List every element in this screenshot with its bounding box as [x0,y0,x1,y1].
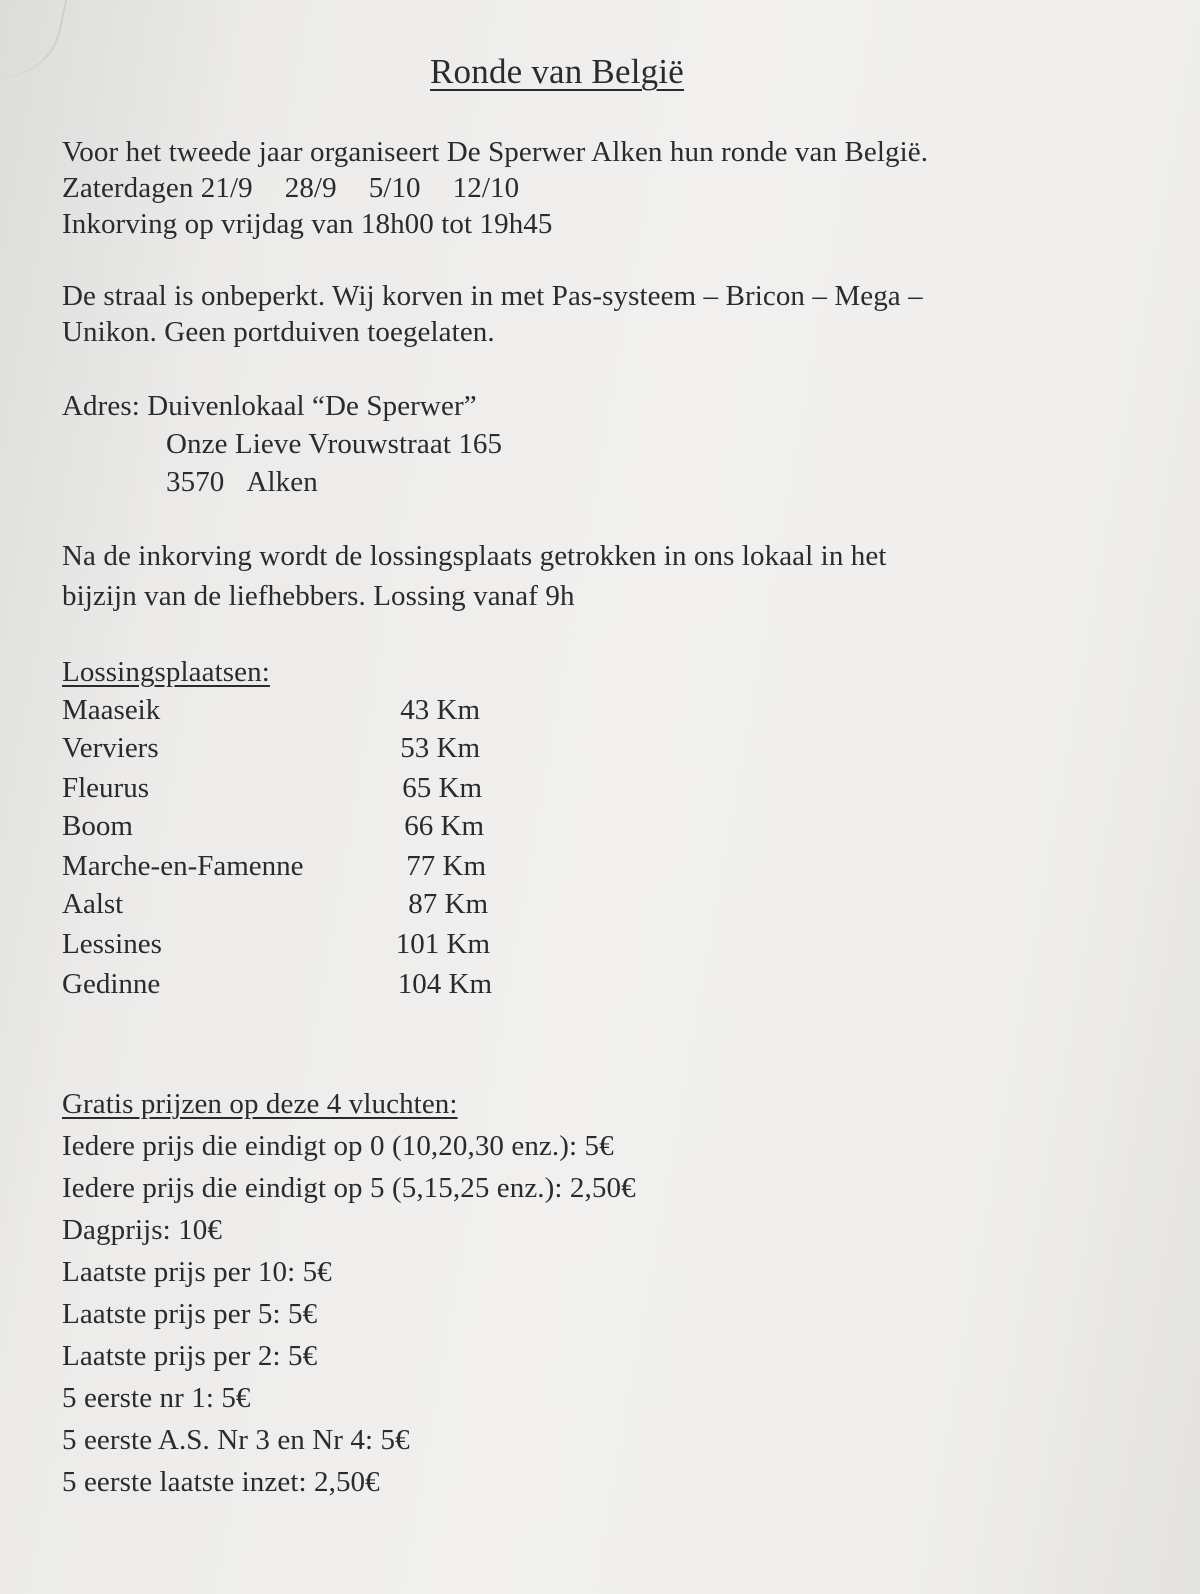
release-site-name: Boom [62,810,133,842]
dates-label: Zaterdagen 21/9 [62,172,253,204]
prize-item: Laatste prijs per 2: 5€ [62,1340,318,1372]
prize-item: Iedere prijs die eindigt op 5 (5,15,25 enz.): 2,50€ [62,1172,636,1204]
release-site-distance: 53 Km [400,732,480,764]
prize-item: Laatste prijs per 5: 5€ [62,1298,318,1330]
release-site-distance: 77 Km [406,850,486,882]
address-label: Adres: Duivenlokaal “De Sperwer” [62,390,477,422]
release-site-name: Maaseik [62,694,161,726]
release-site-distance: 104 Km [397,968,492,1000]
prize-item: Iedere prijs die eindigt op 0 (10,20,30 enz.): 5€ [62,1130,614,1162]
release-site-distance: 66 Km [404,810,484,842]
address-city: Alken [246,466,318,498]
address-postal: 3570 [166,466,225,498]
prizes-heading: Gratis prijzen op deze 4 vluchten: [62,1088,458,1120]
release-site-name: Verviers [62,732,159,764]
prize-item: Laatste prijs per 10: 5€ [62,1256,332,1288]
prize-item: 5 eerste laatste inzet: 2,50€ [62,1466,380,1498]
release-site-name: Gedinne [62,968,161,1000]
draw-line: bijzijn van de liefhebbers. Lossing vanaf 9h [62,580,575,612]
prize-item: Dagprijs: 10€ [62,1214,222,1246]
release-site-name: Marche-en-Famenne [62,850,304,882]
address-street: Onze Lieve Vrouwstraat 165 [166,428,503,460]
rules-line: Unikon. Geen portduiven toegelaten. [62,316,495,348]
release-sites-heading: Lossingsplaatsen: [62,656,270,688]
race-date: 28/9 [284,172,337,204]
release-site-distance: 43 Km [400,694,480,726]
page-corner-shadow [0,0,73,88]
intro-line: Voor het tweede jaar organiseert De Sperwer Alken hun ronde van België. [62,136,929,168]
address-city-line [166,466,318,499]
release-site-name: Fleurus [62,772,149,804]
release-site-name: Aalst [62,888,124,920]
release-site-distance: 101 Km [395,928,490,960]
release-site-name: Lessines [62,928,162,960]
rules-line: De straal is onbeperkt. Wij korven in met Pas-systeem – Bricon – Mega – [62,280,923,312]
draw-line: Na de inkorving wordt de lossingsplaats getrokken in ons lokaal in het [62,540,887,572]
race-dates [62,172,551,205]
inkorving-time: Inkorving op vrijdag van 18h00 tot 19h45 [62,208,553,240]
release-site-distance: 87 Km [408,888,488,920]
race-date: 12/10 [452,172,520,204]
prize-item: 5 eerste nr 1: 5€ [62,1382,251,1414]
release-site-distance: 65 Km [402,772,482,804]
prize-item: 5 eerste A.S. Nr 3 en Nr 4: 5€ [62,1424,410,1456]
race-date: 5/10 [368,172,421,204]
document-title: Ronde van België [430,52,684,91]
